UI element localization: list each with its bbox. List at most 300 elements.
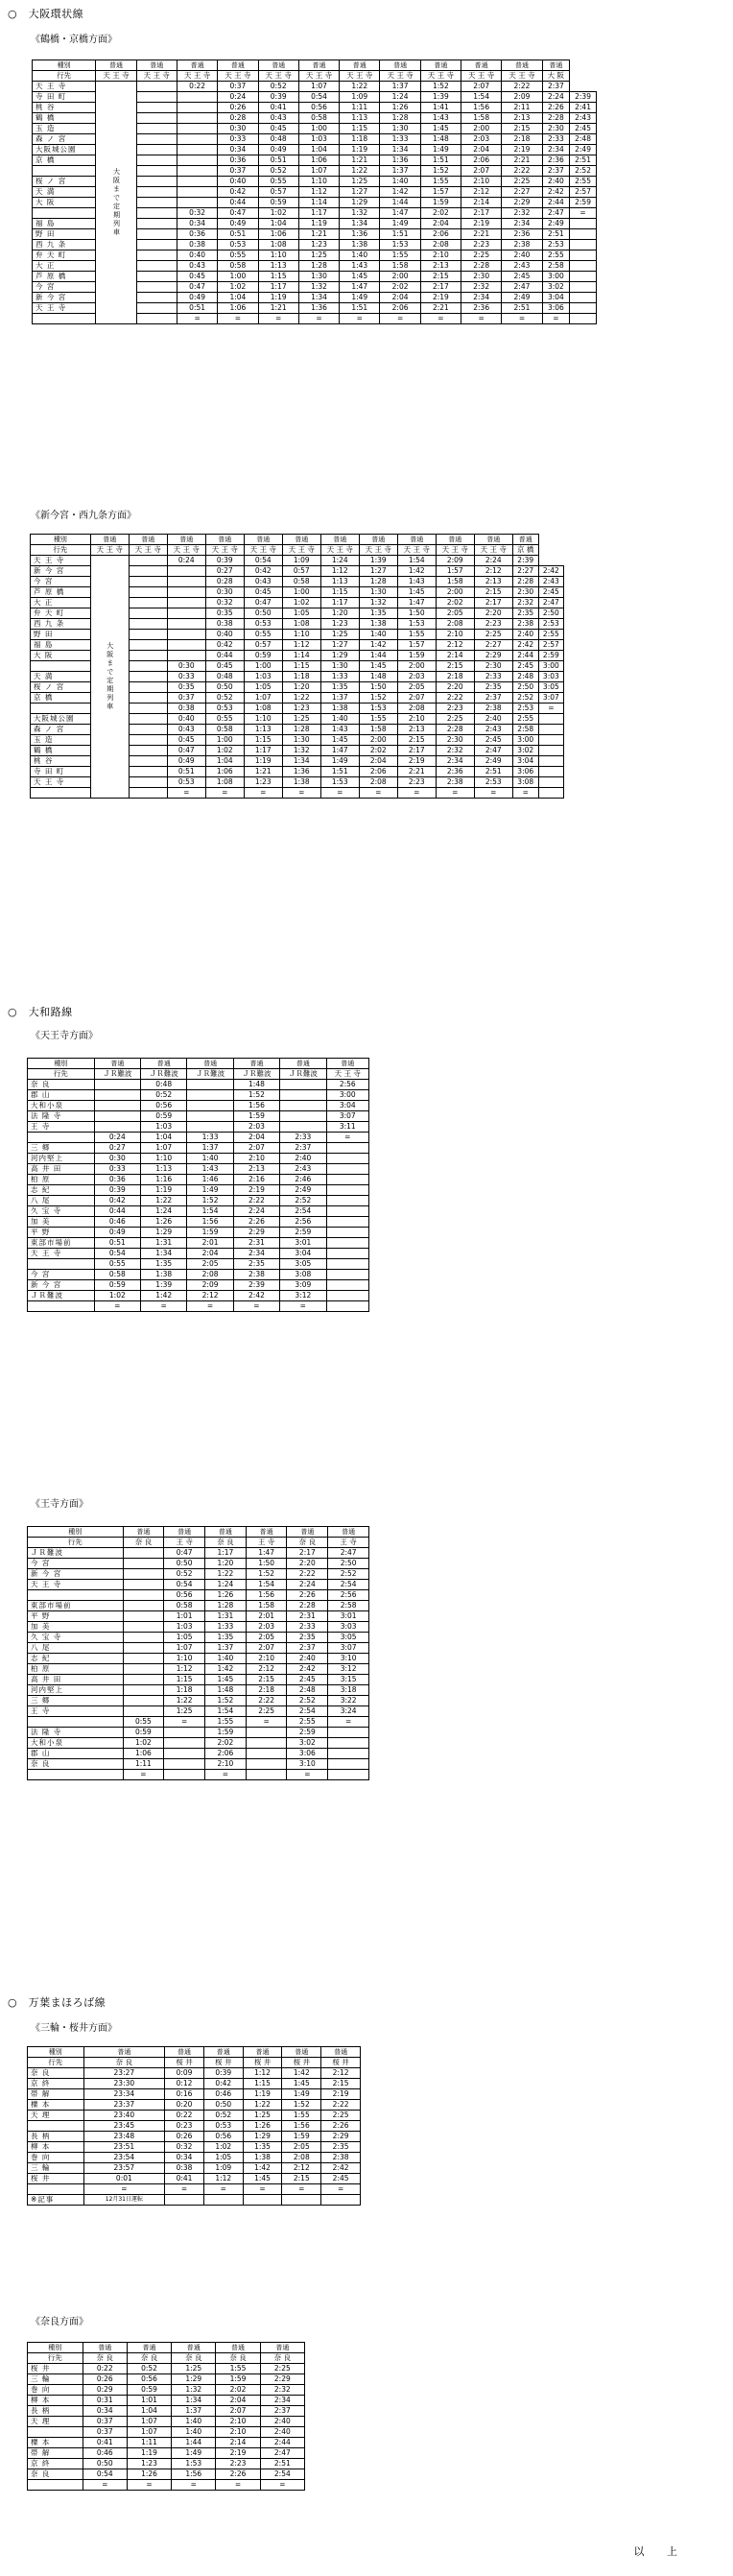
time-cell — [129, 746, 167, 756]
time-cell: 1:09 — [203, 2163, 243, 2174]
time-cell: 1:08 — [205, 777, 244, 788]
time-cell: 0:36 — [218, 155, 258, 166]
time-cell: 1:45 — [397, 587, 436, 598]
time-cell: 0:52 — [141, 1090, 187, 1101]
time-cell: 1:36 — [282, 767, 320, 777]
time-cell: 3:00 — [542, 272, 569, 282]
time-cell: 1:42 — [359, 640, 397, 651]
time-cell: 1:27 — [359, 566, 397, 577]
time-cell: 1:49 — [340, 293, 380, 303]
time-cell: 2:14 — [461, 198, 502, 208]
time-cell: 2:06 — [461, 155, 502, 166]
kind-cell: 普通 — [216, 2343, 260, 2353]
time-cell: 2:54 — [260, 2469, 304, 2480]
time-cell: 0:24 — [167, 556, 205, 566]
time-cell: 1:52 — [420, 166, 461, 177]
station-name: 大 正 — [31, 598, 91, 608]
time-cell: 1:26 — [243, 2121, 282, 2132]
time-cell: 3:10 — [287, 1759, 328, 1770]
time-cell: 0:32 — [177, 208, 217, 219]
time-cell: 1:13 — [320, 577, 359, 587]
time-cell: 0:37 — [83, 2417, 127, 2427]
time-cell: 1:38 — [320, 704, 359, 714]
loop-line-title: ○ 大阪環状線 — [8, 8, 84, 20]
time-cell: 1:22 — [243, 2100, 282, 2111]
time-cell: 0:48 — [205, 672, 244, 682]
time-cell — [129, 587, 167, 598]
table-row — [28, 1143, 369, 1154]
time-cell: 2:24 — [233, 1206, 279, 1217]
time-cell: 2:53 — [512, 704, 538, 714]
station-name — [31, 704, 91, 714]
time-cell: = — [320, 788, 359, 799]
time-cell: 23:48 — [83, 2132, 165, 2142]
time-cell: 1:39 — [420, 92, 461, 103]
time-cell: 1:47 — [320, 746, 359, 756]
time-cell: 2:45 — [538, 587, 563, 598]
time-cell: = — [246, 1717, 287, 1728]
time-cell: 2:23 — [436, 704, 474, 714]
time-cell: 3:24 — [328, 1706, 369, 1717]
time-cell: 1:35 — [359, 608, 397, 619]
kind-cell: 普通 — [233, 1059, 279, 1069]
kind-cell: 普通 — [203, 2047, 243, 2058]
time-cell: 0:37 — [218, 82, 258, 92]
time-cell: 1:15 — [320, 587, 359, 598]
table-row — [28, 1090, 369, 1101]
time-cell: 0:50 — [203, 2100, 243, 2111]
time-cell: 1:51 — [380, 229, 420, 240]
table-row — [28, 2163, 361, 2174]
time-cell: 2:24 — [474, 556, 512, 566]
time-cell: 23:54 — [83, 2153, 165, 2163]
time-cell: 1:54 — [205, 1706, 247, 1717]
table-row — [28, 1301, 369, 1312]
kind-row — [28, 1059, 369, 1069]
time-cell: 0:46 — [94, 1217, 140, 1228]
station-name: 玉 造 — [33, 124, 96, 134]
time-cell: 1:08 — [258, 240, 298, 250]
time-cell: = — [216, 2480, 260, 2491]
time-cell — [136, 198, 177, 208]
time-cell — [136, 92, 177, 103]
time-cell — [177, 155, 217, 166]
time-cell — [570, 229, 597, 240]
time-cell: 2:08 — [436, 619, 474, 630]
time-cell: 0:39 — [258, 92, 298, 103]
time-cell: 1:37 — [205, 1643, 247, 1654]
time-cell: 0:38 — [177, 240, 217, 250]
time-cell: 0:01 — [83, 2174, 165, 2184]
time-cell: = — [164, 1717, 205, 1728]
time-cell: 2:08 — [187, 1270, 233, 1280]
dest-cell: 天 王 寺 — [90, 545, 129, 556]
time-cell — [167, 608, 205, 619]
time-cell: 1:24 — [320, 556, 359, 566]
time-cell: 1:42 — [397, 566, 436, 577]
time-cell: 1:04 — [218, 293, 258, 303]
table-row — [28, 1164, 369, 1175]
time-cell — [280, 1111, 326, 1122]
time-cell: 1:36 — [380, 155, 420, 166]
station-name: 大 阪 — [33, 198, 96, 208]
table-row — [28, 2121, 361, 2132]
kind-cell: 普通 — [258, 60, 298, 71]
station-name: 巻 向 — [28, 2153, 84, 2163]
time-cell: 1:05 — [203, 2153, 243, 2163]
time-cell — [280, 1090, 326, 1101]
time-cell: 2:22 — [321, 2100, 361, 2111]
time-cell: 2:56 — [328, 1590, 369, 1601]
time-cell: 2:44 — [542, 198, 569, 208]
kind-cell: 普通 — [218, 60, 258, 71]
miwa-dir-caption: 《三輪・桜井方面》 — [31, 2023, 117, 2034]
dest-cell: 天 王 寺 — [282, 545, 320, 556]
time-cell — [136, 134, 177, 145]
time-cell: 3:02 — [287, 1738, 328, 1749]
dest-row — [28, 2353, 305, 2364]
time-cell: 0:45 — [167, 735, 205, 746]
kind-row — [31, 535, 564, 545]
time-cell: 1:08 — [282, 619, 320, 630]
station-name: 柏 原 — [28, 1175, 95, 1185]
time-cell: 2:10 — [461, 177, 502, 187]
kind-label: 種別 — [28, 2343, 83, 2353]
time-cell — [326, 1238, 368, 1249]
time-cell: 0:37 — [83, 2427, 127, 2438]
time-cell: 2:51 — [260, 2459, 304, 2469]
time-cell: 1:10 — [282, 630, 320, 640]
time-cell — [164, 1770, 205, 1780]
time-cell: 0:58 — [205, 725, 244, 735]
time-cell: 2:06 — [380, 303, 420, 314]
time-cell: 2:19 — [461, 219, 502, 229]
time-cell: 2:45 — [502, 272, 542, 282]
time-cell: 2:15 — [474, 587, 512, 598]
time-cell: 1:58 — [461, 113, 502, 124]
time-cell: 2:33 — [542, 134, 569, 145]
time-cell: 1:12 — [164, 1664, 205, 1675]
time-cell: 1:03 — [244, 672, 282, 682]
time-cell: 1:25 — [243, 2111, 282, 2121]
time-cell: 1:29 — [141, 1228, 187, 1238]
time-cell: 2:19 — [420, 293, 461, 303]
kind-cell: 普通 — [205, 1527, 247, 1538]
time-cell: 2:04 — [461, 145, 502, 155]
time-cell: 2:40 — [474, 714, 512, 725]
time-cell: 3:01 — [280, 1238, 326, 1249]
time-cell: 2:40 — [260, 2427, 304, 2438]
dest-cell: 天 王 寺 — [397, 545, 436, 556]
time-cell: = — [282, 2184, 321, 2195]
time-cell: 0:34 — [165, 2153, 204, 2163]
time-cell: 1:22 — [282, 693, 320, 704]
time-cell — [177, 198, 217, 208]
time-cell — [123, 1675, 164, 1685]
kind-cell: 普通 — [127, 2343, 171, 2353]
time-cell: 2:32 — [260, 2385, 304, 2396]
time-cell: 2:04 — [187, 1249, 233, 1259]
time-cell: 2:49 — [570, 145, 597, 155]
time-cell: 23:51 — [83, 2142, 165, 2153]
time-cell: 3:09 — [280, 1280, 326, 1291]
time-cell: 2:21 — [420, 303, 461, 314]
station-name: 新 今 宮 — [31, 566, 91, 577]
station-name: 帯 解 — [28, 2448, 83, 2459]
time-cell: = — [260, 2480, 304, 2491]
time-cell: = — [570, 208, 597, 219]
time-cell: 0:40 — [177, 250, 217, 261]
time-cell: 3:03 — [328, 1622, 369, 1633]
time-cell — [280, 1080, 326, 1090]
time-cell: 1:40 — [172, 2417, 216, 2427]
time-cell — [123, 1685, 164, 1696]
time-cell: 1:45 — [420, 124, 461, 134]
station-name: 河内堅上 — [28, 1154, 95, 1164]
time-cell: 1:11 — [123, 1759, 164, 1770]
station-name: 三 輪 — [28, 2163, 84, 2174]
time-cell: 0:30 — [167, 661, 205, 672]
time-cell: 3:00 — [538, 661, 563, 672]
time-cell — [187, 1080, 233, 1090]
kind-cell: 普通 — [380, 60, 420, 71]
time-cell: = — [512, 788, 538, 799]
table-row — [31, 556, 564, 566]
kind-cell: 普通 — [280, 1059, 326, 1069]
table-row — [28, 1569, 369, 1580]
time-cell: 2:52 — [287, 1696, 328, 1706]
time-cell: 1:59 — [216, 2374, 260, 2385]
time-cell: 0:40 — [167, 714, 205, 725]
time-cell: 2:00 — [397, 661, 436, 672]
time-cell: 2:34 — [233, 1249, 279, 1259]
time-cell: 1:27 — [340, 187, 380, 198]
time-cell: 1:48 — [205, 1685, 247, 1696]
time-cell: 1:10 — [244, 714, 282, 725]
time-cell: 3:02 — [512, 746, 538, 756]
time-cell: 1:23 — [244, 777, 282, 788]
kind-cell: 普通 — [129, 535, 167, 545]
station-name — [31, 661, 91, 672]
time-cell: 0:43 — [244, 577, 282, 587]
time-cell: 3:06 — [512, 767, 538, 777]
time-cell: 2:13 — [397, 725, 436, 735]
time-cell: 3:10 — [328, 1654, 369, 1664]
time-cell: 0:20 — [165, 2100, 204, 2111]
time-cell: 2:22 — [436, 693, 474, 704]
station-name: 大阪城公園 — [31, 714, 91, 725]
time-cell: 1:25 — [298, 250, 339, 261]
time-cell: 2:42 — [321, 2163, 361, 2174]
time-cell: 0:51 — [94, 1238, 140, 1249]
dest-cell: 奈 良 — [83, 2353, 127, 2364]
station-name: 久 宝 寺 — [28, 1633, 124, 1643]
time-cell: 1:25 — [282, 714, 320, 725]
station-name: 天 王 寺 — [31, 777, 91, 788]
time-cell: 0:42 — [218, 187, 258, 198]
time-cell: 0:12 — [165, 2079, 204, 2089]
time-cell: 3:05 — [328, 1633, 369, 1643]
dest-cell: 天 王 寺 — [326, 1069, 368, 1080]
time-cell: 1:52 — [282, 2100, 321, 2111]
time-cell: 0:51 — [177, 303, 217, 314]
station-name: 福 島 — [31, 640, 91, 651]
time-cell: 1:12 — [320, 566, 359, 577]
time-cell — [328, 1749, 369, 1759]
kind-cell: 普通 — [187, 1059, 233, 1069]
time-cell: = — [165, 2184, 204, 2195]
time-cell: 1:56 — [187, 1217, 233, 1228]
time-cell: = — [380, 314, 420, 324]
time-cell: 1:07 — [141, 1143, 187, 1154]
kind-cell: 普通 — [123, 1527, 164, 1538]
time-cell: 0:53 — [244, 619, 282, 630]
time-cell: 1:47 — [380, 208, 420, 219]
time-cell: 1:37 — [380, 82, 420, 92]
time-cell: 1:17 — [205, 1548, 247, 1559]
time-cell: 1:50 — [397, 608, 436, 619]
time-cell: 3:07 — [326, 1111, 368, 1122]
remark-cell — [243, 2195, 282, 2206]
station-name — [33, 208, 96, 219]
time-cell: 1:49 — [320, 756, 359, 767]
kind-cell: 普通 — [328, 1527, 369, 1538]
time-cell: 2:09 — [187, 1280, 233, 1291]
time-cell: 1:45 — [320, 735, 359, 746]
station-name: 高 井 田 — [28, 1675, 124, 1685]
nara-dir-caption: 《奈良方面》 — [31, 2317, 88, 2327]
time-cell: 0:56 — [298, 103, 339, 113]
kind-cell: 普通 — [172, 2343, 216, 2353]
time-cell: 1:13 — [141, 1164, 187, 1175]
time-cell — [123, 1559, 164, 1569]
time-cell: 0:16 — [165, 2089, 204, 2100]
time-cell — [326, 1185, 368, 1196]
station-name: 天 王 寺 — [28, 1249, 95, 1259]
time-cell — [177, 92, 217, 103]
time-cell — [167, 619, 205, 630]
time-cell: 0:55 — [205, 714, 244, 725]
time-cell: = — [83, 2184, 165, 2195]
time-cell: 1:23 — [127, 2459, 171, 2469]
time-cell: 2:42 — [538, 566, 563, 577]
time-cell: 1:58 — [246, 1601, 287, 1611]
time-cell — [136, 293, 177, 303]
time-cell: 2:05 — [282, 2142, 321, 2153]
table-row — [28, 1675, 369, 1685]
time-cell — [167, 598, 205, 608]
time-cell: 1:28 — [359, 577, 397, 587]
time-cell: 1:26 — [127, 2469, 171, 2480]
station-name: 八 尾 — [28, 1643, 124, 1654]
time-cell: 0:58 — [282, 577, 320, 587]
time-cell — [177, 145, 217, 155]
time-cell: 1:00 — [282, 587, 320, 598]
time-cell: 1:15 — [258, 272, 298, 282]
table-row — [28, 2374, 305, 2385]
time-cell: 2:07 — [461, 82, 502, 92]
remark-cell — [165, 2195, 204, 2206]
time-cell — [136, 303, 177, 314]
time-cell — [129, 704, 167, 714]
time-cell: 2:32 — [436, 746, 474, 756]
time-cell: 0:33 — [94, 1164, 140, 1175]
time-cell: 1:32 — [298, 282, 339, 293]
time-cell: = — [258, 314, 298, 324]
time-cell: 1:38 — [141, 1270, 187, 1280]
dest-cell: 天 王 寺 — [502, 71, 542, 82]
time-cell: 0:52 — [258, 82, 298, 92]
table-row — [28, 1770, 369, 1780]
time-cell: 1:25 — [320, 630, 359, 640]
time-cell — [326, 1196, 368, 1206]
time-cell: 2:01 — [246, 1611, 287, 1622]
time-cell: 1:21 — [244, 767, 282, 777]
kind-cell: 普通 — [502, 60, 542, 71]
time-cell: 1:40 — [187, 1154, 233, 1164]
time-cell — [246, 1738, 287, 1749]
timetable-nishikujo — [30, 534, 564, 799]
dest-cell: 天 王 寺 — [136, 71, 177, 82]
time-cell: 2:51 — [542, 229, 569, 240]
time-cell: 2:34 — [502, 219, 542, 229]
time-cell — [326, 1143, 368, 1154]
time-cell: 23:57 — [83, 2163, 165, 2174]
time-cell: 2:34 — [542, 145, 569, 155]
station-name: 八 尾 — [28, 1196, 95, 1206]
time-cell: 2:07 — [233, 1143, 279, 1154]
time-cell: 2:25 — [474, 630, 512, 640]
time-cell: 1:49 — [380, 219, 420, 229]
time-cell — [123, 1601, 164, 1611]
time-cell: 2:09 — [502, 92, 542, 103]
time-cell: 1:31 — [141, 1238, 187, 1249]
time-cell: 0:41 — [258, 103, 298, 113]
table-row — [28, 1122, 369, 1133]
station-name: 法 隆 寺 — [28, 1728, 124, 1738]
time-cell: 0:52 — [164, 1569, 205, 1580]
time-cell: 1:12 — [243, 2068, 282, 2079]
time-cell: 1:36 — [298, 303, 339, 314]
time-cell: 0:22 — [165, 2111, 204, 2121]
dest-cell: 天 王 寺 — [177, 71, 217, 82]
time-cell: 1:22 — [205, 1569, 247, 1580]
timetable-yamatoji-oji — [27, 1526, 369, 1780]
station-name — [28, 1770, 124, 1780]
time-cell: 0:38 — [165, 2163, 204, 2174]
station-name: 西 九 条 — [31, 619, 91, 630]
time-cell: 1:20 — [282, 682, 320, 693]
time-cell: 1:45 — [340, 272, 380, 282]
time-cell: 3:15 — [328, 1675, 369, 1685]
time-cell: 1:03 — [141, 1122, 187, 1133]
time-cell: = — [94, 1301, 140, 1312]
time-cell: 2:32 — [502, 208, 542, 219]
time-cell — [538, 735, 563, 746]
time-cell — [136, 124, 177, 134]
time-cell: 1:34 — [380, 145, 420, 155]
time-cell — [123, 1654, 164, 1664]
time-cell: 2:38 — [233, 1270, 279, 1280]
time-cell: 2:45 — [287, 1675, 328, 1685]
time-cell: 0:54 — [244, 556, 282, 566]
station-name — [28, 1717, 124, 1728]
time-cell: 0:38 — [205, 619, 244, 630]
station-name: 玉 造 — [31, 735, 91, 746]
time-cell — [129, 693, 167, 704]
time-cell: 1:04 — [205, 756, 244, 767]
station-name: 森 ノ 宮 — [33, 134, 96, 145]
